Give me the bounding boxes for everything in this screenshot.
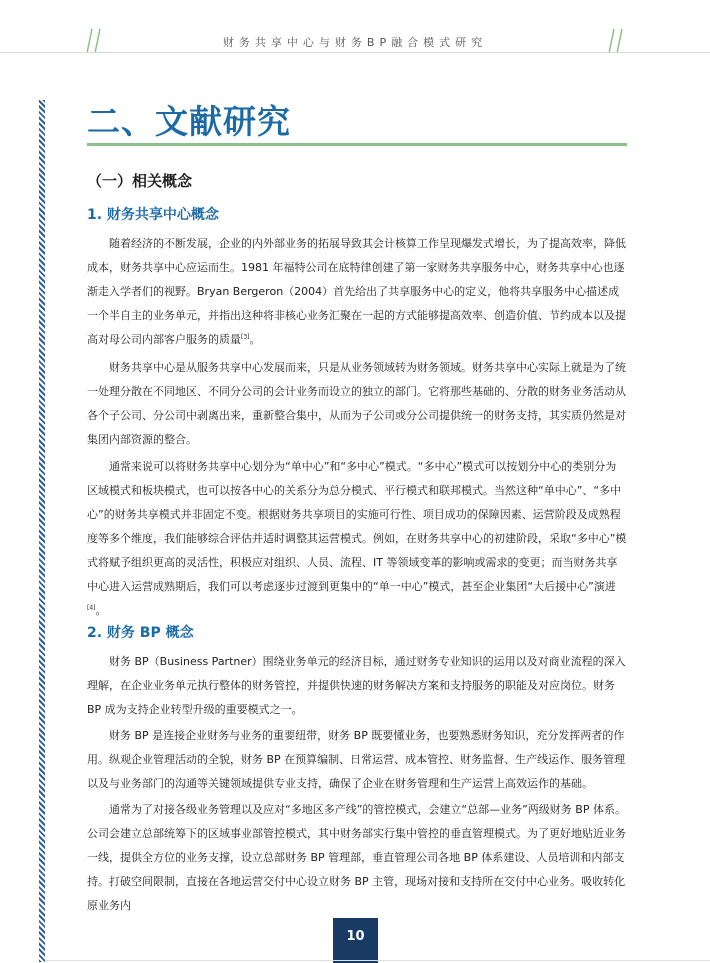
paragraph-4: 财务 BP（Business Partner）围绕业务单元的经济目标，通过财务专业知识的运用以及对商业流程的深入理解，在企业业务单元执行整体的财务管控，并提供快速的财务解决方案和支持服务的职能及对应岗位。财务 BP 成为支持企业转型升级的重要模式之一。 <box>87 655 626 716</box>
subsection-title-2: 2. 财务 BP 概念 <box>87 625 194 641</box>
double-slash-icon <box>608 28 624 54</box>
section-title: （一）相关概念 <box>87 172 193 190</box>
page-header <box>0 0 710 56</box>
citation-ref: [4] <box>87 604 96 612</box>
page-number: 10 <box>333 918 378 963</box>
side-hatch-stripe <box>39 100 45 962</box>
paragraph-3: 通常来说可以将财务共享中心划分为“单中心”和“多中心”模式。“多中心”模式可以按划分中心的类别分为区域模式和板块模式，也可以按各中心的关系分为总分模式、平行模式和联邦模式。当然这种“单中心”、“多中心”的财务共享模式并非固定不变。根据财务共享项目的实施可行性、项目成功的保障因素、运营阶段及成熟程度等多个维度，我们能够综合评估并适时调整其运营模式。例如，在财务共享中心的初建阶段，采取“多中心”模式将赋予组织更高的灵活性，积极应对组织、人员、流程、IT 等领域变革的影响或需求的变更；而当财务共享中心进入运营成熟期后，我们可以考虑逐步过渡到更集中的“单一中心”模式，甚至企业集团“大后援中心”演进[4]。 <box>87 460 627 617</box>
subsection-title-1: 1. 财务共享中心概念 <box>87 207 219 223</box>
citation-ref: [3] <box>241 333 250 341</box>
header-divider <box>0 52 710 53</box>
paragraph-5: 财务 BP 是连接企业财务与业务的重要纽带，财务 BP 既要懂业务，也要熟悉财务知识，充分发挥两者的作用。纵观企业管理活动的全貌，财务 BP 在预算编制、日常运营、成本管控、财务监督、生产线运作、服务管理以及与业务部门的沟通等关键领域提供专业支持，确保了企业在财务管理和生产运营上高效运作的基础。 <box>87 729 626 790</box>
header-title: 财务共享中心与财务BP融合模式研究 <box>222 36 488 49</box>
paragraph-6: 通常为了对接各级业务管理以及应对“多地区多产线”的管控模式，会建立“总部—业务”两级财务 BP 体系。公司会建立总部统筹下的区域事业部管控模式，其中财务部实行集中管控的垂直管理模式。为了更好地贴近业务一线，提供全方位的业务支撑，设立总部财务 BP 管理部，垂直管理公司各地 BP 体系建设、人员培训和内部支持。打破空间限制，直接在各地运营交付中心设立财务 BP 主管，现场对接和支持所在交付中心业务。吸收转化原业务内 <box>87 803 626 912</box>
paragraph-1: 随着经济的不断发展，企业的内外部业务的拓展导致其会计核算工作呈现爆发式增长，为了提高效率，降低成本，财务共享中心应运而生。1981 年福特公司在底特律创建了第一家财务共享服务中心，财务共享中心也逐渐走入学者们的视野。Bryan Bergeron（2004）首先给出了共享服务中心的定义，他将共享服务中心描述成一个半自主的业务单元，并指出这种将非核心业务汇聚在一起的方式能够提高效率、创造价值、节约成本以及提高对母公司内部客户服务的质量[3]。 <box>87 237 626 346</box>
paragraph-2: 财务共享中心是从服务共享中心发展而来，只是从业务领域转为财务领域。财务共享中心实际上就是为了统一处理分散在不同地区、不同分公司的会计业务而设立的独立的部门。它将那些基础的、分散的财务业务活动从各个子公司、分公司中剥离出来，重新整合集中，从而为子公司或分公司提供统一的财务支持，其实质仍然是对集团内部资源的整合。 <box>87 361 626 446</box>
chapter-underline <box>87 143 627 146</box>
chapter-title: 二、文献研究 <box>87 102 291 141</box>
footer-divider <box>45 960 710 961</box>
